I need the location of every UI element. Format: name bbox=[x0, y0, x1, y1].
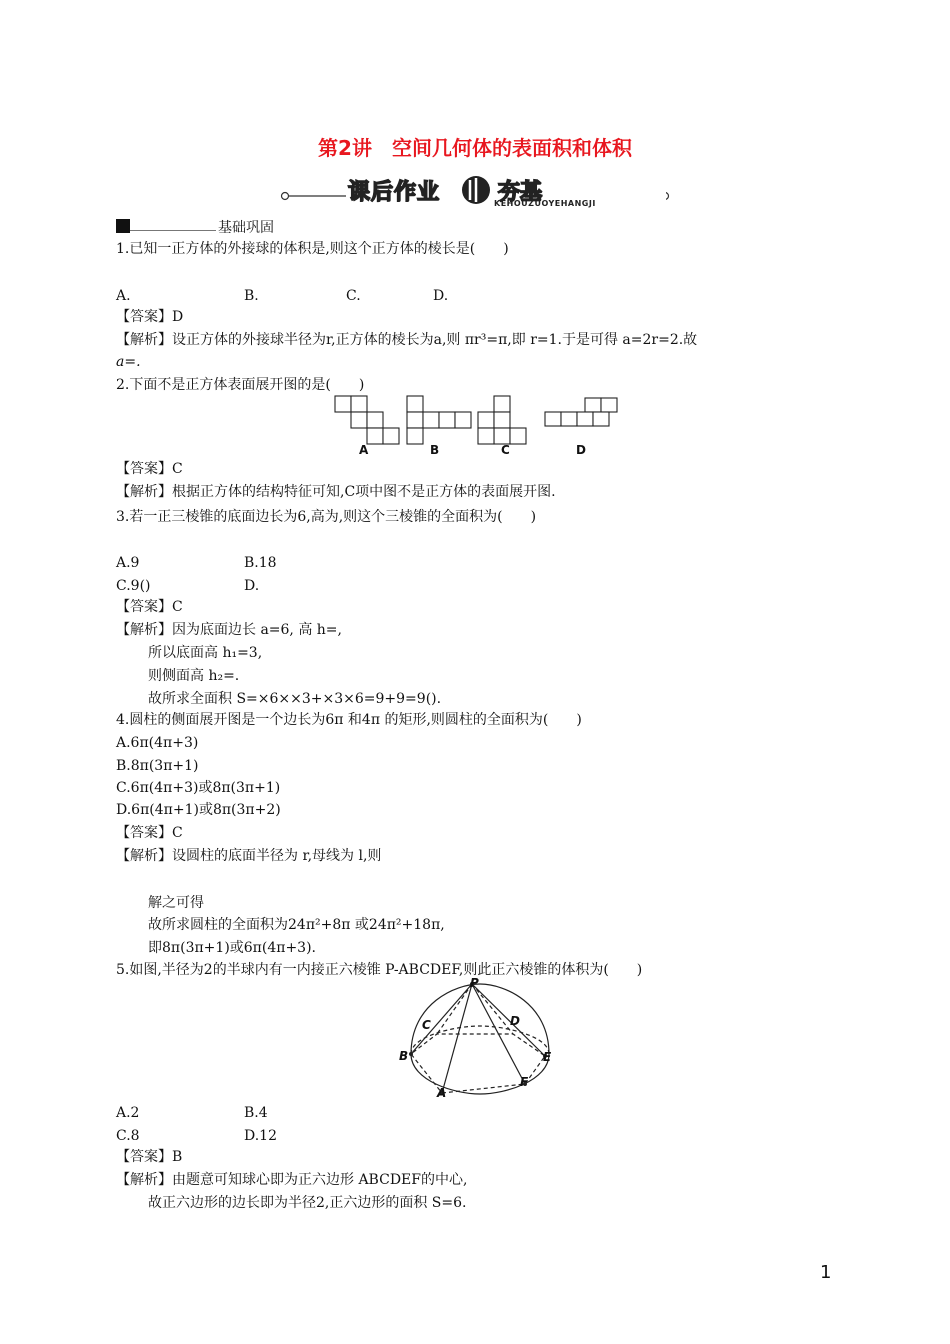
q4-analysis-3: 故所求圆柱的全面积为24π²+8π 或24π²+18π, bbox=[148, 917, 445, 933]
section-rule bbox=[130, 230, 216, 231]
q3-option-a: A.9 bbox=[116, 555, 140, 571]
banner-decoration bbox=[280, 170, 670, 210]
q3-option-d: D. bbox=[244, 578, 260, 594]
q4-analysis-4: 即8π(3π+1)或6π(4π+3). bbox=[148, 940, 317, 956]
q3-answer: 【答案】C bbox=[116, 599, 183, 615]
q2-figure-label-c: C bbox=[501, 443, 510, 457]
banner-main-text: 课后作业 bbox=[348, 180, 441, 205]
q5-option-d: D.12 bbox=[244, 1128, 277, 1144]
q2-stem: 2.下面不是正方体表面展开图的是( ) bbox=[116, 377, 365, 393]
q1-analysis-text: 设正方体的外接球半径为r,正方体的棱长为a,则 πr³=π,即 r=1.于是可得 a=2r=2.故 bbox=[172, 332, 698, 348]
homework-banner bbox=[280, 170, 670, 210]
page-title: 第2讲 空间几何体的表面积和体积 bbox=[318, 136, 632, 160]
q4-option-a: A.6π(4π+3) bbox=[116, 735, 199, 751]
q4-option-d: D.6π(4π+1)或8π(3π+2) bbox=[116, 802, 281, 818]
q4-option-b: B.8π(3π+1) bbox=[116, 758, 199, 774]
q2-figure-label-b: B bbox=[430, 443, 440, 457]
q5-analysis-2: 故正六边形的边长即为半径2,正六边形的面积 S=6. bbox=[148, 1195, 467, 1211]
page-number: 1 bbox=[820, 1262, 832, 1283]
q1-analysis bbox=[116, 330, 697, 350]
section-title: 基础巩固 bbox=[218, 220, 274, 236]
q5-stem: 5.如图,半径为2的半球内有一内接正六棱锥 P-ABCDEF,则此正六棱锥的体积为( ) bbox=[116, 962, 643, 978]
q5-option-b: B.4 bbox=[244, 1105, 268, 1121]
q2-figure-label-d: D bbox=[576, 443, 586, 457]
q3-analysis-4: 故所求全面积 S=×6××3+×3×6=9+9=9(). bbox=[148, 691, 442, 707]
q1-option-a: A. bbox=[116, 288, 131, 304]
q3-option-c: C.9() bbox=[116, 578, 151, 594]
q4-option-c: C.6π(4π+3)或8π(3π+1) bbox=[116, 780, 281, 796]
q1-analysis-cont: a=. bbox=[116, 354, 141, 370]
q5-figure-label-a: A bbox=[437, 1086, 447, 1100]
q5-option-a: A.2 bbox=[116, 1105, 140, 1121]
q4-analysis-1: 【解析】设圆柱的底面半径为 r,母线为 l,则 bbox=[116, 848, 382, 864]
q5-figure-label-b: B bbox=[399, 1049, 409, 1063]
q1-option-b: B. bbox=[244, 288, 259, 304]
q4-answer: 【答案】C bbox=[116, 825, 183, 841]
q1-stem: 1.已知一正方体的外接球的体积是,则这个正方体的棱长是( ) bbox=[116, 241, 509, 257]
banner-right-text: 夯基 bbox=[498, 180, 543, 205]
q5-figure-label-f: F bbox=[520, 1075, 529, 1089]
q3-analysis-3: 则侧面高 h₂=. bbox=[148, 668, 240, 684]
banner-subtext: KEHOUZUOYEHANGJI bbox=[494, 199, 596, 208]
q1-analysis-label: 【解析】 bbox=[116, 332, 172, 348]
q5-figure-label-c: C bbox=[422, 1018, 431, 1032]
q5-figure-label-d: D bbox=[510, 1014, 520, 1028]
q5-option-c: C.8 bbox=[116, 1128, 140, 1144]
q3-stem: 3.若一正三棱锥的底面边长为6,高为,则这个三棱锥的全面积为( ) bbox=[116, 509, 537, 525]
q5-figure-label-e: E bbox=[543, 1050, 552, 1064]
q3-analysis-2: 所以底面高 h₁=3, bbox=[148, 645, 263, 661]
q1-answer: 【答案】D bbox=[116, 309, 184, 325]
q2-analysis: 【解析】根据正方体的结构特征可知,C项中图不是正方体的表面展开图. bbox=[116, 484, 556, 500]
q5-analysis-1: 【解析】由题意可知球心即为正六边形 ABCDEF的中心, bbox=[116, 1172, 468, 1188]
section-marker bbox=[116, 219, 130, 233]
section-heading bbox=[116, 217, 274, 237]
q1-option-d: D. bbox=[433, 288, 449, 304]
q5-figure-label-p: P bbox=[470, 976, 479, 990]
q2-figure-label-a: A bbox=[359, 443, 369, 457]
q3-option-b: B.18 bbox=[244, 555, 277, 571]
q3-analysis-1: 【解析】因为底面边长 a=6, 高 h=, bbox=[116, 622, 342, 638]
q4-analysis-2: 解之可得 bbox=[148, 895, 204, 911]
q2-answer: 【答案】C bbox=[116, 461, 183, 477]
q4-stem: 4.圆柱的侧面展开图是一个边长为6π 和4π 的矩形,则圆柱的全面积为( ) bbox=[116, 712, 582, 728]
q5-answer: 【答案】B bbox=[116, 1149, 183, 1165]
q1-option-c: C. bbox=[346, 288, 361, 304]
hemisphere-pyramid-figure bbox=[395, 976, 565, 1102]
